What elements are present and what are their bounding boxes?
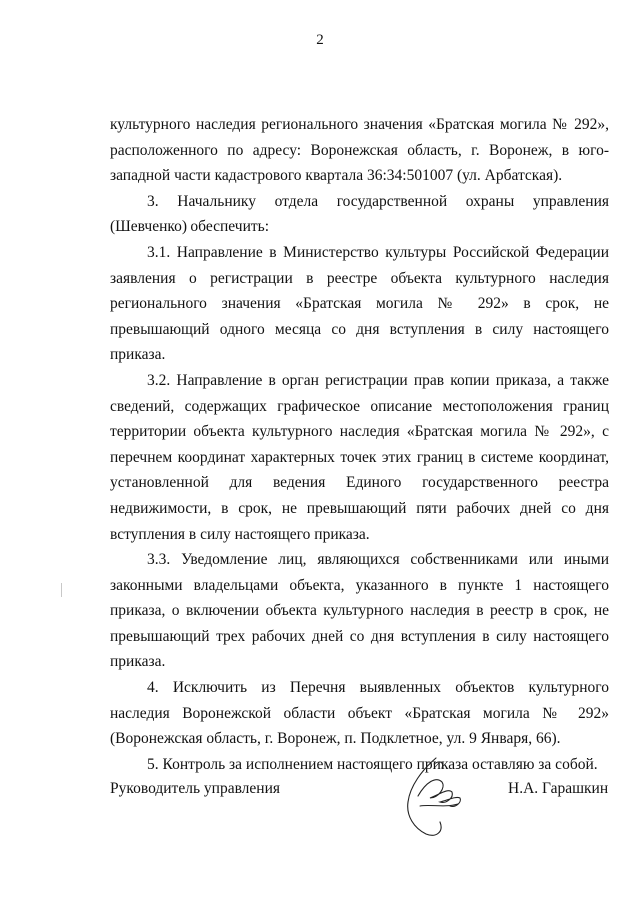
paragraph-item-3: 3. Начальнику отдела государственной охраны управления (Шевченко) обеспечить: [110,192,609,236]
paragraph-item-3-1: 3.1. Направление в Министерство культуры Российской Федерации заявления о регистрации в реестре объекта культурного наследия регионального значения «Братская могила № 292» в срок, не превышающий одного месяца со дня вступления в силу настоящего приказа. [110,243,609,364]
handwritten-signature-icon [400,752,468,844]
paragraph-item-5: 5. Контроль за исполнением настоящего приказа оставляю за собой. [147,755,598,773]
signatory-name: Н.А. Гарашкин [508,780,609,797]
document-body [110,112,609,777]
signatory-position: Руководитель управления [110,780,281,797]
paragraph-object-address: культурного наследия регионального значения «Братская могила № 292», расположенного по адресу: Воронежская область, г. Воронеж, в юго-западной части кадастрового квартала 36:34:501007 (ул. Арбатская). [110,116,609,185]
page-number: 2 [316,32,324,48]
paragraph-item-3-2: 3.2. Направление в орган регистрации прав копии приказа, а также сведений, содержащих графическое описание местоположения границ территории объекта культурного наследия «Братская могила № 292», с перечнем координат характерных точек этих границ в системе координат, установленной для ведения Единого государственного реестра недвижимости, в срок, не превышающий пяти рабочих дней со дня вступления в силу настоящего приказа. [110,371,609,543]
margin-mark [61,583,62,597]
paragraph-item-4: 4. Исключить из Перечня выявленных объектов культурного наследия Воронежской области объект «Братская могила № 292» (Воронежская область, г. Воронеж, п. Подклетное, ул. 9 Января, 66). [110,679,609,748]
paragraph-item-3-3: 3.3. Уведомление лиц, являющихся собственниками или иными законными владельцами объекта, указанного в пункте 1 настоящего приказа, о включении объекта культурного наследия в реестр в срок, не превышающий трех рабочих дней со дня вступления в силу настоящего приказа. [110,551,609,671]
